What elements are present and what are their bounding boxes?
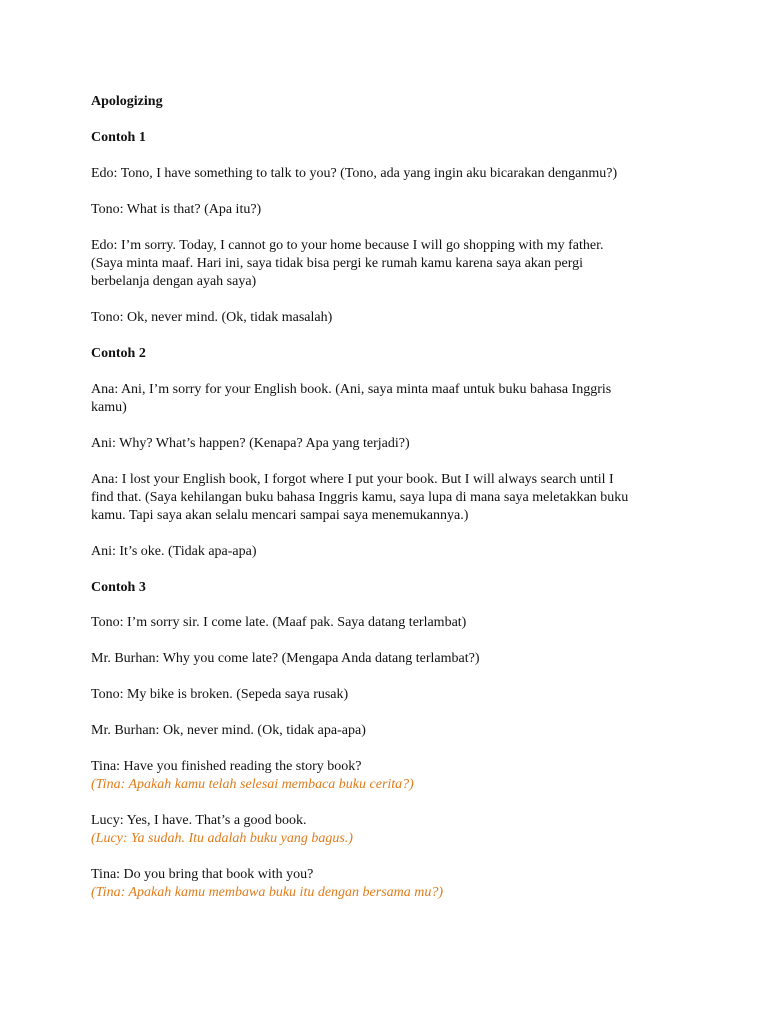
dialogue-line: kamu) [91,400,127,415]
dialogue-line: Ani: Why? What’s happen? (Kenapa? Apa yang terjadi?) [91,436,410,451]
dialogue-line: Edo: Tono, I have something to talk to you? (Tono, ada yang ingin aku bicarakan denganmu?) [91,166,618,181]
dialogue-line: Tina: Do you bring that book with you? [91,867,314,882]
dialogue-line: berbelanja dengan ayah saya) [91,274,257,289]
dialogue-line: (Saya minta maaf. Hari ini, saya tidak bisa pergi ke rumah kamu karena saya akan pergi [91,256,584,271]
dialogue-line: Lucy: Yes, I have. That’s a good book. [91,813,307,828]
dialogue-line: Mr. Burhan: Ok, never mind. (Ok, tidak apa-apa) [91,723,366,738]
dialogue-translation: (Tina: Apakah kamu telah selesai membaca buku cerita?) [91,777,414,792]
dialogue-line: Tina: Have you finished reading the story book? [91,759,362,774]
dialogue-line: Ana: I lost your English book, I forgot where I put your book. But I will always search until I [91,472,614,487]
dialogue-line: kamu. Tapi saya akan selalu mencari sampai saya menemukannya.) [91,508,469,523]
dialogue-translation: (Lucy: Ya sudah. Itu adalah buku yang bagus.) [91,831,353,846]
section-heading-contoh-2: Contoh 2 [91,346,146,361]
document-title: Apologizing [91,94,163,109]
dialogue-line: Tono: My bike is broken. (Sepeda saya rusak) [91,687,349,702]
dialogue-line: Tono: Ok, never mind. (Ok, tidak masalah) [91,310,333,325]
dialogue-line: Ana: Ani, I’m sorry for your English book. (Ani, saya minta maaf untuk buku bahasa Inggris [91,382,612,397]
dialogue-line: Edo: I’m sorry. Today, I cannot go to your home because I will go shopping with my father. [91,238,604,253]
section-heading-contoh-1: Contoh 1 [91,130,146,145]
dialogue-line: Mr. Burhan: Why you come late? (Mengapa Anda datang terlambat?) [91,651,480,666]
dialogue-line: Ani: It’s oke. (Tidak apa-apa) [91,544,257,559]
section-heading-contoh-3: Contoh 3 [91,580,146,595]
dialogue-translation: (Tina: Apakah kamu membawa buku itu dengan bersama mu?) [91,885,444,900]
dialogue-line: find that. (Saya kehilangan buku bahasa Inggris kamu, saya lupa di mana saya meletakkan buku [91,490,629,505]
dialogue-line: Tono: I’m sorry sir. I come late. (Maaf pak. Saya datang terlambat) [91,615,467,630]
dialogue-line: Tono: What is that? (Apa itu?) [91,202,262,217]
